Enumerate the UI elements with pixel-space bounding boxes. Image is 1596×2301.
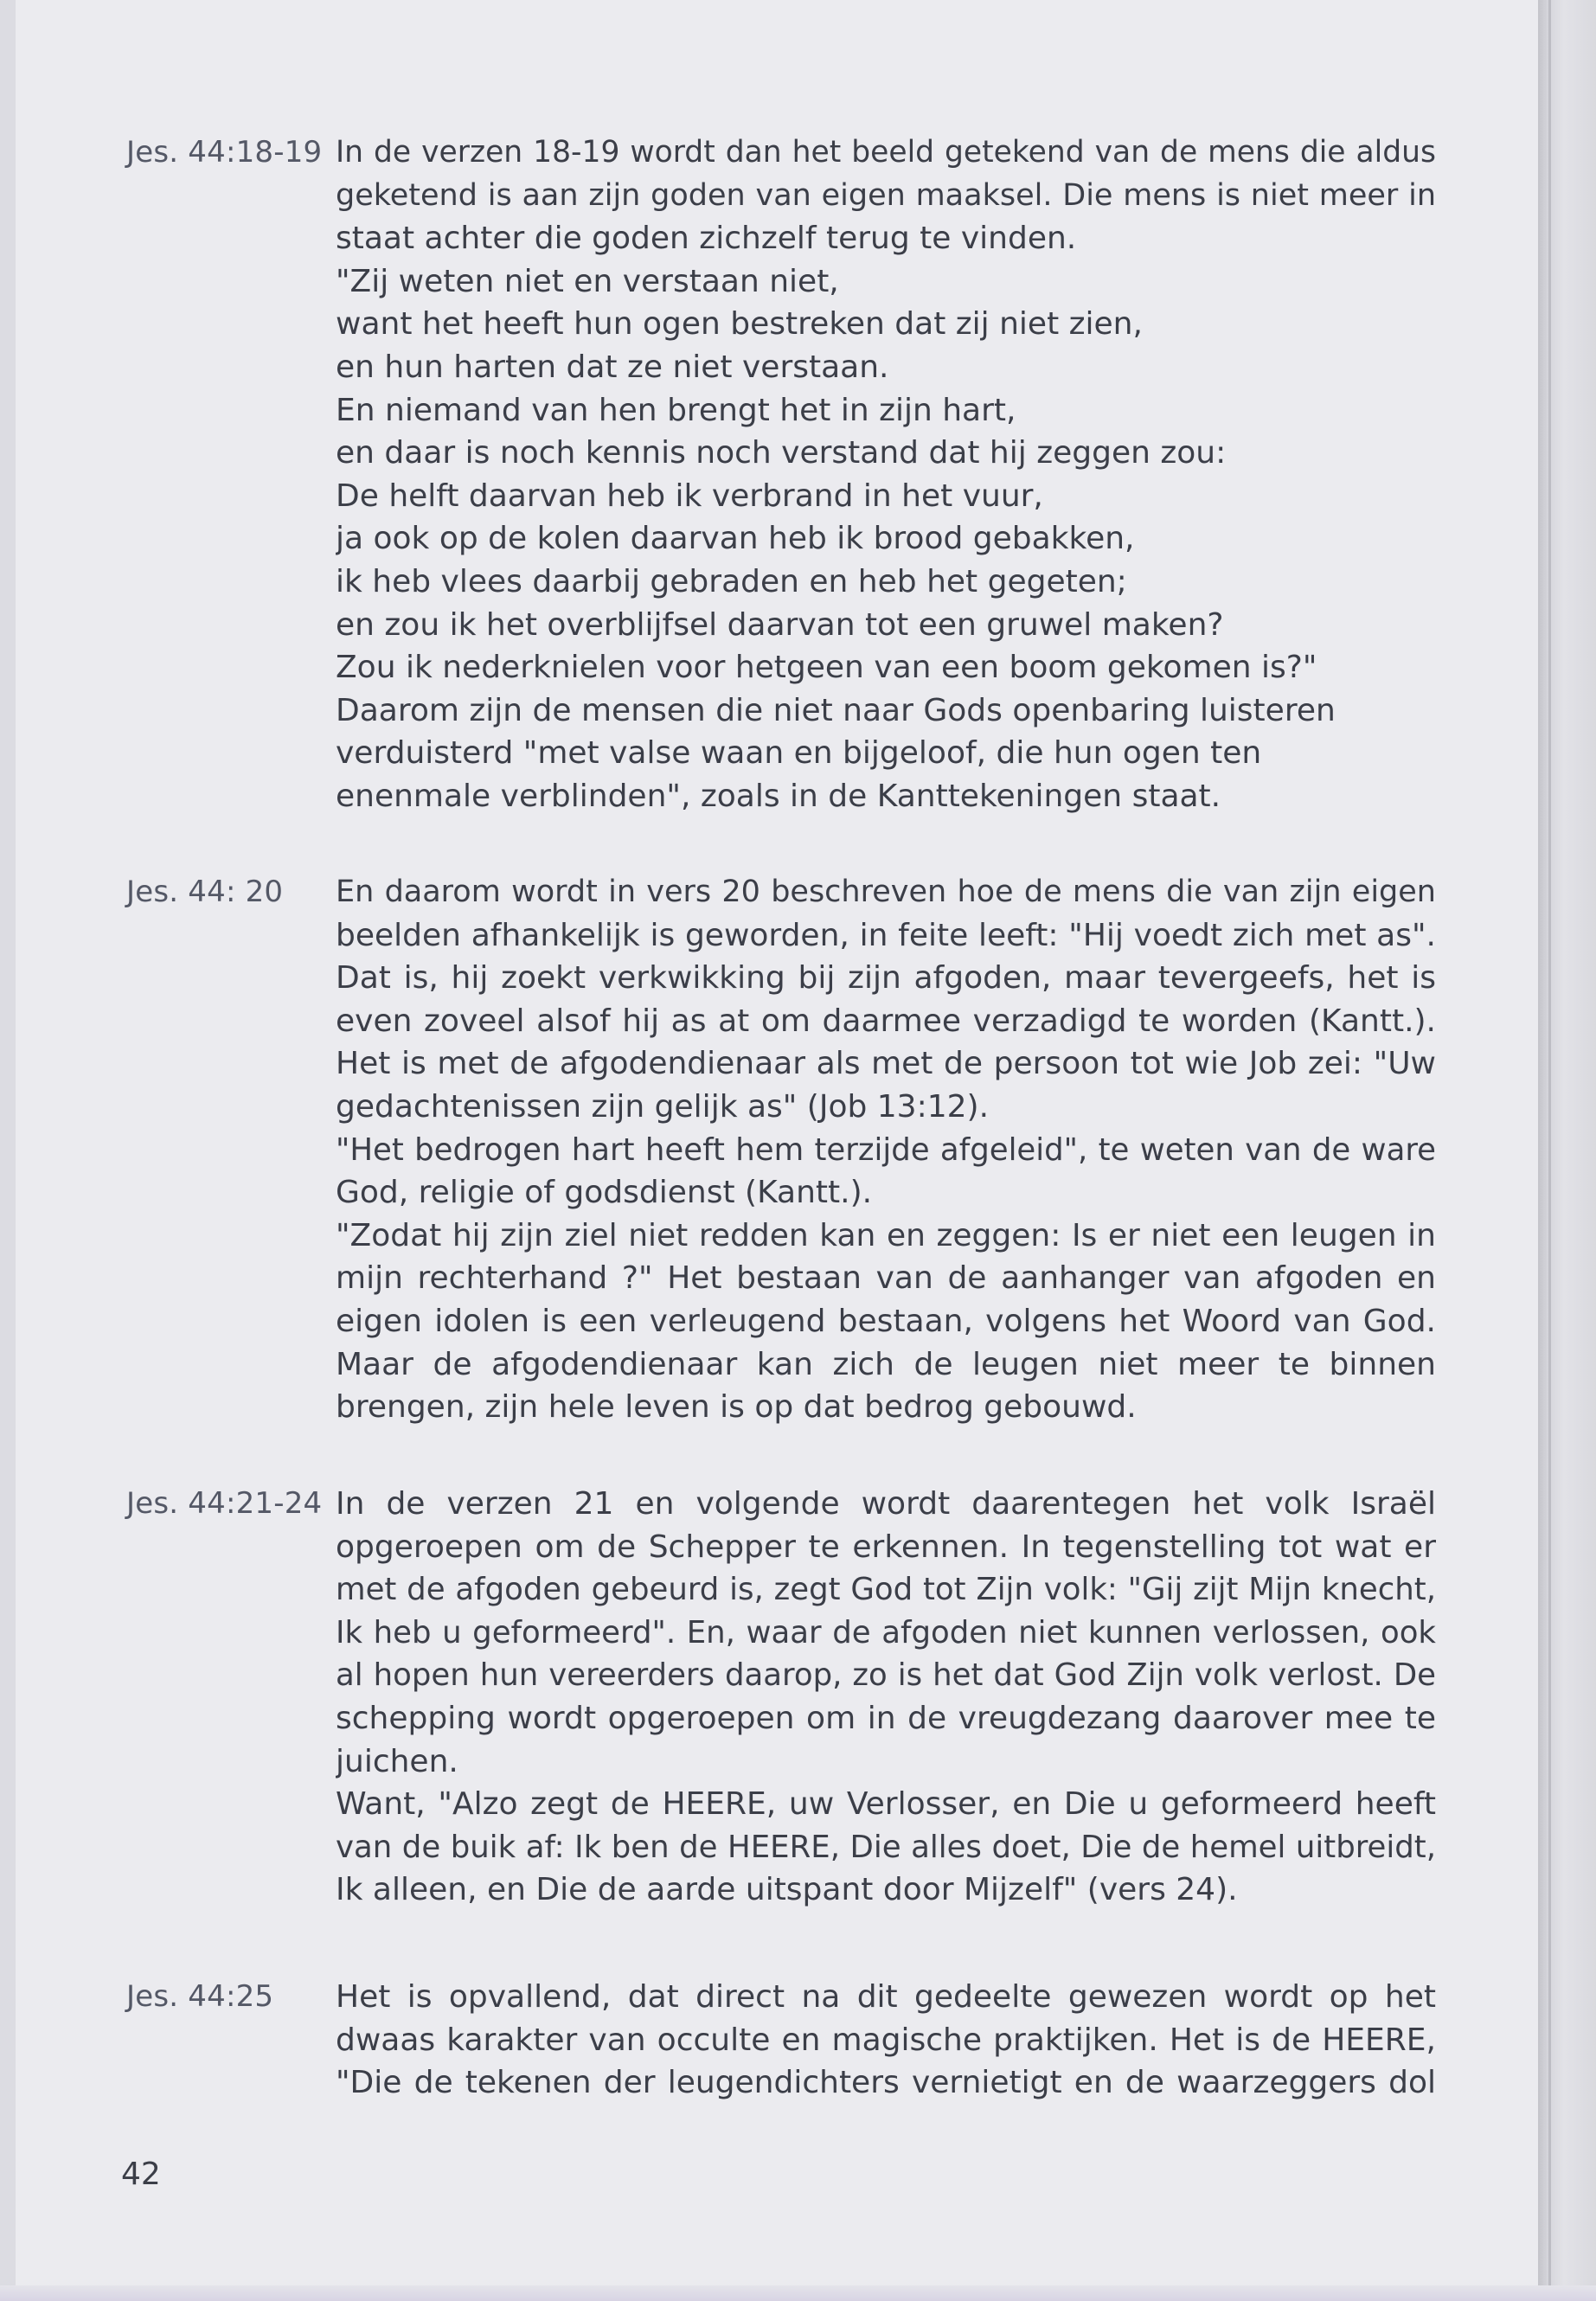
text-line: Ik alleen, en Die de aarde uitspant door Mijzelf" (vers 24).	[336, 1872, 1238, 1908]
verse-reference: Jes. 44:18-19	[126, 135, 323, 170]
text-line: ik heb vlees daarbij gebraden en heb het gegeten;	[336, 563, 1127, 599]
text-line: "Zij weten niet en verstaan niet,	[336, 263, 839, 299]
text-line: Zou ik nederknielen voor hetgeen van een boom gekomen is?"	[336, 650, 1317, 686]
text-line: In de verzen 18-19 wordt dan het beeld getekend van de mens die aldus	[336, 135, 1436, 170]
text-line: beelden afhankelijk is geworden, in feite leeft: "Hij voedt zich met as".	[336, 917, 1436, 953]
text-line: In de verzen 21 en volgende wordt daarentegen het volk Israël	[336, 1486, 1436, 1522]
text-line: dwaas karakter van occulte en magische praktijken. Het is de HEERE,	[336, 2022, 1436, 2058]
text-line: opgeroepen om de Schepper te erkennen. In tegenstelling tot wat er	[336, 1529, 1436, 1565]
text-line: En niemand van hen brengt het in zijn hart,	[336, 392, 1016, 428]
section-text	[336, 131, 1436, 818]
text-line: even zoveel alsof hij as at om daarmee verzadigd te worden (Kantt.).	[336, 1003, 1436, 1039]
text-line: gedachtenissen zijn gelijk as" (Job 13:12).	[336, 1088, 990, 1125]
text-line: Dat is, hij zoekt verkwikking bij zijn afgoden, maar tevergeefs, het is	[336, 960, 1436, 997]
verse-reference: Jes. 44:21-24	[126, 1486, 323, 1521]
text-line: Ik heb u geformeerd". En, waar de afgoden niet kunnen verlossen, ook	[336, 1614, 1436, 1650]
page-number: 42	[121, 2157, 161, 2192]
text-line: "Die de tekenen der leugendichters vernietigt en de waarzeggers dol	[336, 2065, 1436, 2101]
page-gutter-shadow	[1538, 0, 1596, 2301]
text-line: schepping wordt opgeroepen om in de vreugdezang daarover mee te	[336, 1700, 1436, 1736]
verse-reference: Jes. 44: 20	[126, 875, 284, 909]
text-line: en zou ik het overblijfsel daarvan tot een gruwel maken?	[336, 606, 1224, 643]
text-line: met de afgoden gebeurd is, zegt God tot Zijn volk: "Gij zijt Mijn knecht,	[336, 1572, 1436, 1608]
text-line: brengen, zijn hele leven is op dat bedrog gebouwd.	[336, 1389, 1137, 1426]
page-edge	[1548, 0, 1551, 2301]
text-line: al hopen hun vereerders daarop, zo is het dat God Zijn volk verlost. De	[336, 1657, 1436, 1694]
text-line: ja ook op de kolen daarvan heb ik brood gebakken,	[336, 521, 1135, 557]
verse-reference: Jes. 44:25	[126, 1979, 274, 2014]
text-line: Maar de afgodendienaar kan zich de leugen niet meer te binnen	[336, 1346, 1436, 1382]
text-line: Want, "Alzo zegt de HEERE, uw Verlosser, en Die u geformeerd heeft	[336, 1786, 1436, 1823]
text-line: van de buik af: Ik ben de HEERE, Die alles doet, Die de hemel uitbreidt,	[336, 1829, 1436, 1865]
text-line: Het is met de afgodendienaar als met de persoon tot wie Job zei: "Uw	[336, 1046, 1436, 1082]
text-line: mijn rechterhand ?" Het bestaan van de aanhanger van afgoden en	[336, 1260, 1436, 1297]
text-line: "Het bedrogen hart heeft hem terzijde afgeleid", te weten van de ware	[336, 1131, 1436, 1168]
text-line: verduisterd "met valse waan en bijgeloof, die hun ogen ten	[336, 735, 1262, 772]
text-line: En daarom wordt in vers 20 beschreven hoe de mens die van zijn eigen	[336, 875, 1436, 909]
text-line: Het is opvallend, dat direct na dit gedeelte gewezen wordt op het	[336, 1979, 1436, 2015]
text-line: Daarom zijn de mensen die niet naar Gods openbaring luisteren	[336, 692, 1336, 728]
text-line: eigen idolen is een verleugend bestaan, volgens het Woord van God.	[336, 1303, 1436, 1339]
text-line: God, religie of godsdienst (Kantt.).	[336, 1175, 873, 1211]
text-line: en hun harten dat ze niet verstaan.	[336, 349, 889, 385]
text-line: De helft daarvan heb ik verbrand in het vuur,	[336, 478, 1043, 514]
section-text	[336, 871, 1436, 1429]
text-line: en daar is noch kennis noch verstand dat hij zeggen zou:	[336, 435, 1227, 471]
section-text	[336, 1483, 1436, 1912]
text-line: staat achter die goden zichzelf terug te vinden.	[336, 221, 1077, 257]
text-line: enenmale verblinden", zoals in de Kanttekeningen staat.	[336, 778, 1221, 814]
text-line: geketend is aan zijn goden van eigen maaksel. Die mens is niet meer in	[336, 177, 1436, 213]
bottom-edge	[0, 2285, 1596, 2301]
section-text	[336, 1976, 1436, 2105]
text-line: "Zodat hij zijn ziel niet redden kan en zeggen: Is er niet een leugen in	[336, 1217, 1436, 1253]
text-line: juichen.	[336, 1743, 458, 1779]
text-line: want het heeft hun ogen bestreken dat zij niet zien,	[336, 306, 1143, 343]
